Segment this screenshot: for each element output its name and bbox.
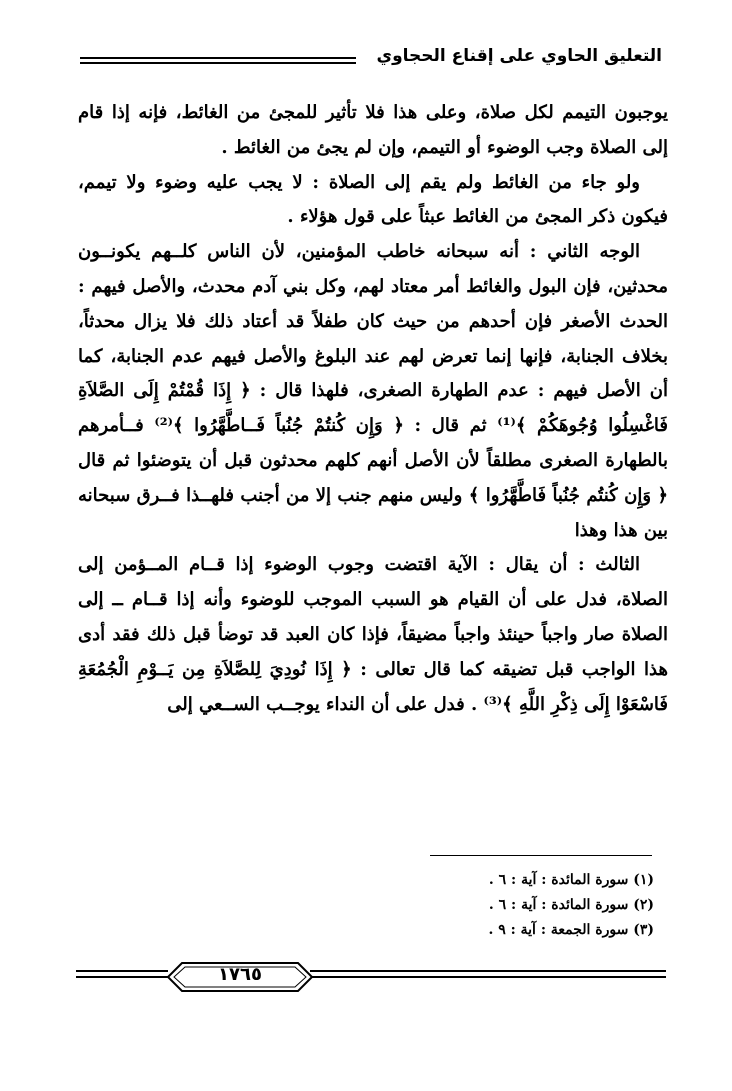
paragraph-2: ولو جاء من الغائط ولم يقم إلى الصلاة : لا يجب عليه وضوء ولا تيمم، فيكون ذكر المجئ من الغائط عبثاً على قول هؤلاء .: [78, 171, 668, 228]
footnote-1: (١) سورة المائدة : آية : ٦ .: [488, 872, 654, 888]
footnote-separator: [430, 855, 652, 856]
footnotes: [354, 868, 654, 943]
page-number: ١٧٦٥: [218, 964, 262, 985]
header-rule: [80, 57, 356, 64]
footer-rule-right: [310, 970, 666, 978]
book-title: التعليق الحاوي على إقناع الحجاوي: [376, 46, 662, 66]
paragraph-1: يوجبون التيمم لكل صلاة، وعلى هذا فلا تأثير للمجئ من الغائط، فإنه إذا قام إلى الصلاة وجب الوضوء أو التيمم، وإن لم يجئ من الغائط .: [78, 102, 669, 158]
main-text: [78, 96, 668, 722]
running-header: [64, 44, 668, 74]
page-number-frame: [152, 960, 328, 994]
paragraph-3: الوجه الثاني : أنه سبحانه خاطب المؤمنين، لأن الناس كلــهم يكونــون محدثين، فإن البول والغائط أمر معتاد لهم، وكل بني آدم محدث، والأصل فيهم : الحدث الأصغر فإن أحدهم من حيث كان طفلاً قد أعتاد ذلك فلا يزال محدثاً، بخلاف الجنابة، فإنها إنما تعرض لهم عند البلوغ والأصل فيهم عدم الجنابة، كما أن الأصل فيهم : عدم الطهارة الصغرى، فلهذا قال : ﴿ إِذَا قُمْتُمْ إِلَى الصَّلاَةِ فَاغْسِلُوا وُجُوهَكُمْ ﴾⁽¹⁾ ثم قال : ﴿ وَإِن كُنتُمْ جُنُباً فَــاطَّهَّرُوا ﴾⁽²⁾ فــأمرهم بالطهارة الصغرى مطلقاً لأن الأصل أنهم كلهم محدثون قبل أن يتوضئوا ثم قال ﴿ وَإِن كُنتُم جُنُباً فَاطَّهَّرُوا ﴾ وليس منهم جنب إلا من أجنب فلهــذا فــرق سبحانه بين هذا وهذا: [78, 241, 669, 541]
footnote-3: (٣) سورة الجمعة : آية : ٩ .: [488, 922, 654, 938]
paragraph-4: الثالث : أن يقال : الآية اقتضت وجوب الوضوء إذا قــام المــؤمن إلى الصلاة، فدل على أن القيام هو السبب الموجب للوضوء وأنه إذا قــام ــ إلى الصلاة صار واجباً حينئذ واجباً مضيقاً، فإذا كان العبد قد توضأ قبل ذلك فقد أدى هذا الواجب قبل تضيقه كما قال تعالى : ﴿ إِذَا نُودِيَ لِلصَّلاَةِ مِن يَــوْمِ الْجُمُعَةِ فَاسْعَوْا إِلَى ذِكْرِ اللَّهِ ﴾⁽³⁾ . فدل على أن النداء يوجــب الســعي إلى: [78, 554, 668, 715]
footnote-2: (٢) سورة المائدة : آية : ٦ .: [488, 897, 654, 913]
